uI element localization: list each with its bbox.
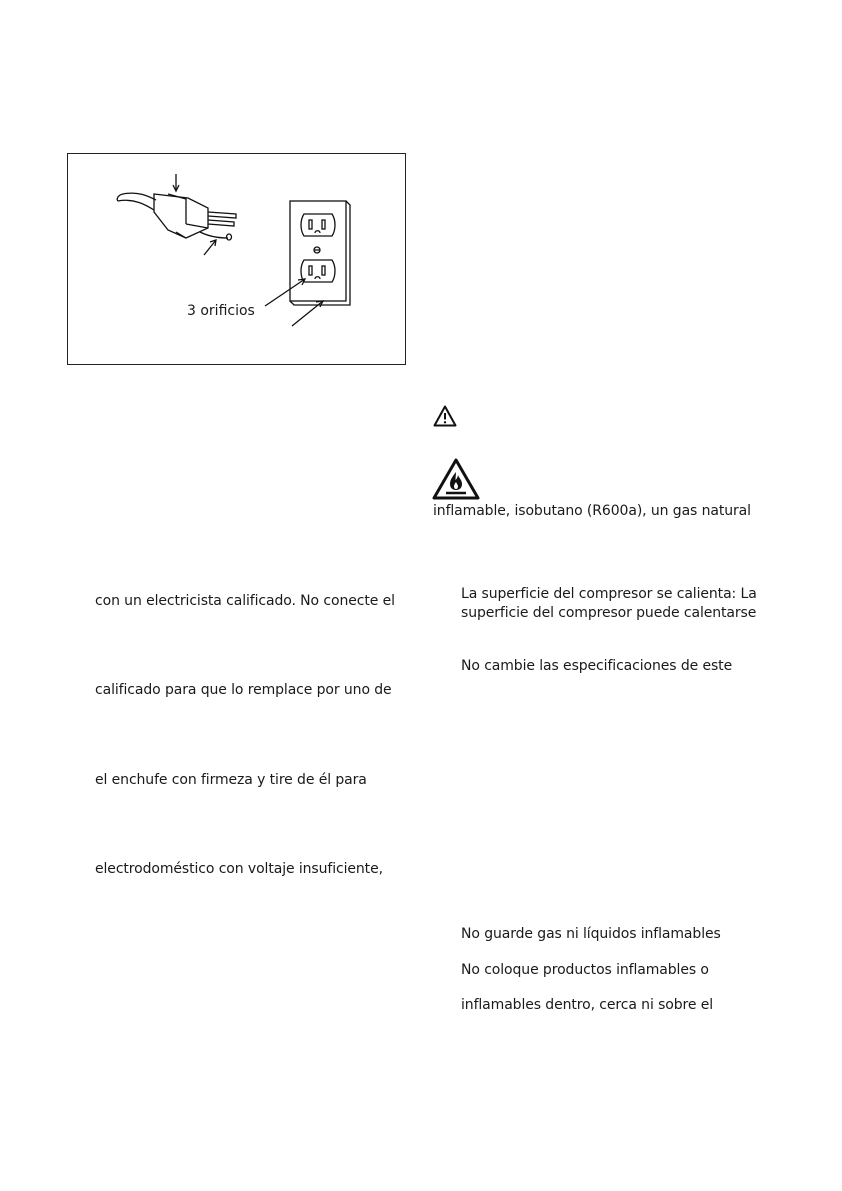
specs-text-line: No cambie las especificaciones de este bbox=[461, 658, 733, 674]
storage-text-line: No guarde gas ni líquidos inflamables bbox=[461, 926, 721, 942]
warning-triangle-icon bbox=[433, 405, 457, 427]
left-text-line: con un electricista calificado. No conecte el bbox=[95, 593, 395, 609]
compressor-text-line: La superficie del compresor se calienta: La bbox=[461, 586, 757, 602]
flammable-text-line: inflamable, isobutano (R600a), un gas natural bbox=[433, 503, 751, 519]
outlet-label: 3 orificios bbox=[187, 303, 255, 319]
left-text-line: electrodoméstico con voltaje insuficiente, bbox=[95, 861, 383, 877]
storage-text-line: inflamables dentro, cerca ni sobre el bbox=[461, 997, 714, 1013]
plug-outlet-figure bbox=[67, 153, 406, 365]
plug-outlet-illustration bbox=[68, 154, 407, 366]
left-text-line: el enchufe con firmeza y tire de él para bbox=[95, 772, 367, 788]
flammable-warning-icon bbox=[432, 458, 480, 500]
compressor-text-line: superficie del compresor puede calentarse bbox=[461, 605, 757, 621]
storage-text-line: No coloque productos inflamables o bbox=[461, 962, 709, 978]
left-text-line: calificado para que lo remplace por uno de bbox=[95, 682, 392, 698]
